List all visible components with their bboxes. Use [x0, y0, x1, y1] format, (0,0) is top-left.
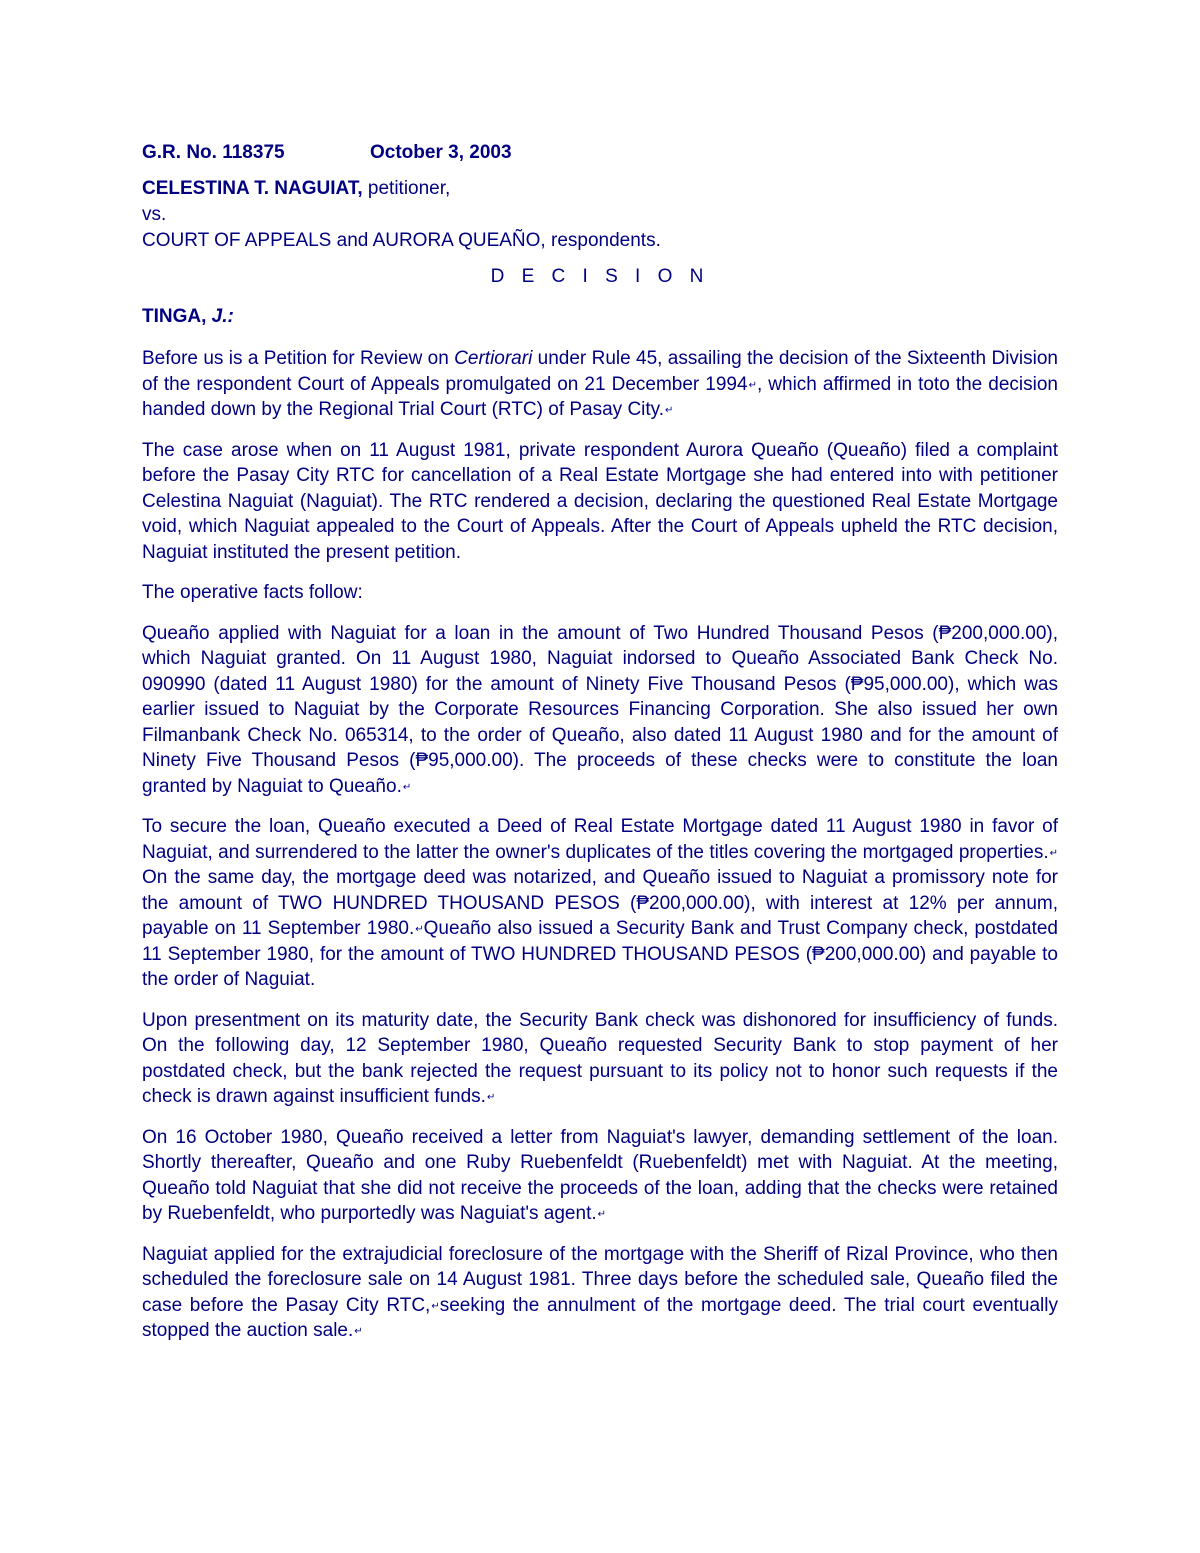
paragraph-text: Naguiat applied for the extrajudicial foreclosure of the mortgage with the Sheriff of Rizal Province, who then scheduled the foreclosure sale on 14 August 1981. Three days before the scheduled sale, Queaño filed the case before the Pasay City RTC, [142, 1243, 1058, 1316]
paragraph-1 [142, 346, 1058, 423]
footnote-link-icon[interactable]: ↵ [748, 379, 757, 391]
footnote-link-icon[interactable]: ↵ [431, 1300, 440, 1312]
paragraph-4 [142, 621, 1058, 800]
paragraph-5 [142, 814, 1058, 993]
case-date: October 3, 2003 [370, 142, 512, 163]
respondents-line: COURT OF APPEALS and AURORA QUEAÑO, respondents. [142, 230, 661, 251]
ponente [142, 304, 1058, 330]
footnote-link-icon[interactable]: ↵ [665, 405, 674, 416]
paragraph-text: Before us is a Petition for Review on [142, 348, 455, 369]
footnote-link-icon[interactable]: ↵ [415, 924, 424, 935]
paragraph-text: Upon presentment on its maturity date, the Security Bank check was dishonored for insufficiency of funds. On the following day, 12 September 1980, Queaño requested Security Bank to stop payment of her postdated check, but the bank rejected the request pursuant to its policy not to honor such requests if the check is drawn against insufficient funds. [142, 1009, 1058, 1107]
paragraph-8 [142, 1242, 1058, 1344]
paragraph-text: , which affirmed in toto the decision handed down by the Regional Trial Court (RTC) of Pasay City. [142, 373, 1059, 420]
ponente-suffix: J.: [211, 306, 234, 327]
footnote-link-icon[interactable]: ↵ [402, 781, 412, 793]
petitioner-line [142, 176, 1058, 202]
paragraph-text: To secure the loan, Queaño executed a Deed of Real Estate Mortgage dated 11 August 1980 in favor of Naguiat, and surrendered to the latter the owner's duplicates of the titles covering the mortgaged properties. [142, 816, 1058, 863]
footnote-link-icon[interactable]: ↵ [597, 1209, 607, 1220]
versus-line: vs. [142, 204, 167, 225]
case-parties [142, 176, 1058, 254]
footnote-link-icon[interactable]: ↵ [486, 1092, 496, 1103]
ponente-name: TINGA, [142, 306, 207, 327]
footnote-link-icon[interactable]: ↵ [1049, 847, 1058, 859]
case-header [142, 138, 1058, 168]
paragraph-text: On 16 October 1980, Queaño received a letter from Naguiat's lawyer, demanding settlement of the loan. Shortly thereafter, Queaño and one Ruby Ruebenfeldt (Ruebenfeldt) met with Naguiat. At the meeting, Queaño told Naguiat that she did not receive the proceeds of the loan, adding that the checks were retained by Ruebenfeldt, who purportedly was Naguiat's agent. [142, 1126, 1058, 1224]
paragraph-text: On the same day, the mortgage deed was notarized, and Queaño issued to Naguiat a promissory note for the amount of TWO HUNDRED THOUSAND PESOS (₱200,000.00), with interest at 12% per annum, payable on 11 September 1980. [142, 867, 1058, 939]
paragraph-text: Queaño applied with Naguiat for a loan in the amount of Two Hundred Thousand Pesos (₱200,000.00), which Naguiat granted. On 11 August 1980, Naguiat indorsed to Queaño Associated Bank Check No. 090990 (dated 11 August 1980) for the amount of Ninety Five Thousand Pesos (₱95,000.00), which was earlier issued to Naguiat by the Corporate Resources Financing Corporation. She also issued her own Filmanbank Check No. 065314, to the order of Queaño, also dated 11 August 1980 and for the amount of Ninety Five Thousand Pesos (₱95,000.00). The proceeds of these checks were to constitute the loan granted by Naguiat to Queaño. [142, 622, 1058, 797]
petitioner-role: petitioner, [362, 178, 451, 199]
italic-term: Certiorari [454, 348, 533, 369]
paragraph-text: seeking the annulment of the mortgage deed. The trial court eventually stopped the auction sale. [142, 1294, 1058, 1341]
paragraph-6 [142, 1008, 1058, 1110]
footnote-link-icon[interactable]: ↵ [354, 1326, 363, 1337]
paragraph-7 [142, 1125, 1058, 1227]
paragraph-text: under Rule 45, assailing the decision of the Sixteenth Division of the respondent Court of Appeals promulgated on 21 December 1994 [142, 348, 1058, 395]
gr-number: G.R. No. 118375 [142, 142, 285, 163]
paragraph-3: The operative facts follow: [142, 582, 363, 603]
decision-title: D E C I S I O N [490, 266, 710, 287]
petitioner-name: CELESTINA T. NAGUIAT, [142, 178, 363, 199]
paragraph-text: Queaño also issued a Security Bank and Trust Company check, postdated 11 September 1980, for the amount of TWO HUNDRED THOUSAND PESOS (₱200,000.00) and payable to the order of Naguiat. [142, 918, 1059, 990]
paragraph-2: The case arose when on 11 August 1981, private respondent Aurora Queaño (Queaño) filed a complaint before the Pasay City RTC for cancellation of a Real Estate Mortgage she had entered into with petitioner Celestina Naguiat (Naguiat). The RTC rendered a decision, declaring the questioned Real Estate Mortgage void, which Naguiat appealed to the Court of Appeals. After the Court of Appeals upheld the RTC decision, Naguiat instituted the present petition. [142, 439, 1058, 563]
